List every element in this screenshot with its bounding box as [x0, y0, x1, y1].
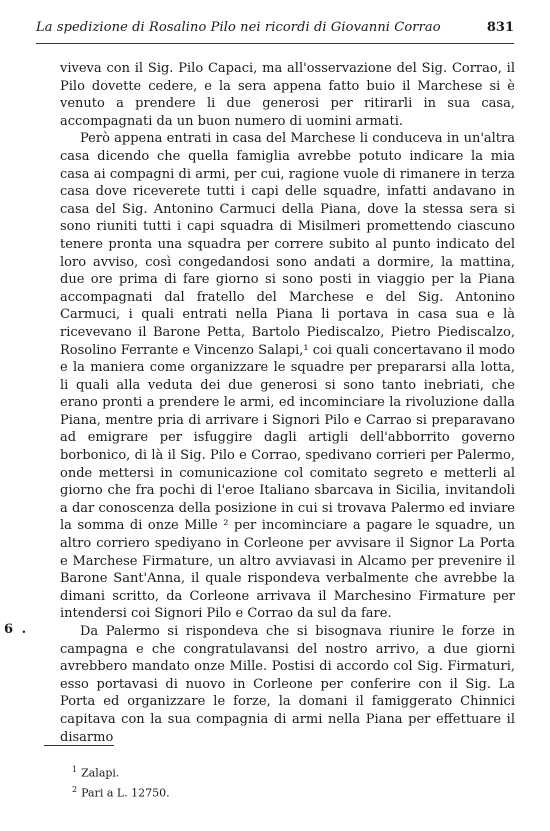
footnotes	[72, 762, 492, 801]
paragraph-3: Da Palermo si rispondeva che si bisognava riunire le forze in campagna e che congratulavansi del nostro arrivo, a due giorni avrebbero mandato onze Mille. Postisi di accordo col Sig. Firmaturi, esso portavasi di nuovo in Corleone per conferire con il Sig. La Porta ed organizzare le forze, la domani il famiggerato Chinnici capitava con la sua compagnia di armi nella Piana per effettuare il disarmo	[60, 624, 515, 745]
footnote-2	[72, 782, 492, 802]
footnote-1	[72, 762, 492, 782]
footnote-divider	[44, 745, 114, 746]
footnote-2-mark: 2	[72, 784, 78, 794]
footnote-2-text: Pari a L. 12750.	[81, 786, 170, 800]
paragraph-2: Però appena entrati in casa del Marchese li conduceva in un'altra casa dicendo che quella famiglia avrebbe potuto indicare la mia casa ai compagni di armi, per cui, ragione vuole di rimanere in terza casa dove riceverete tutti i capi delle squadre, infatti andavano in casa del Sig. Antonino Carmuci della Piana, dove la stessa sera si sono riuniti tutti i capi squadra di Misilmeri promettendo ciascuno tenere pronta una squadra per correre subito al punto indicato del loro avviso, così congedandosi sono andati a dormire, la mattina, due ore prima di fare giorno si sono posti in viaggio per la Piana accompagnati dal fratello del Marchese e del Sig. Antonino Carmuci, i quali entrati nella Piana li portava in casa sua e là ricevevano il Barone Petta, Bartolo Piediscalzo, Pietro Piediscalzo, Rosolino Ferrante e Vincenzo Salapi,¹ coi quali concertavano il modo e la maniera come organizzare le squadre per prepararsi alla lotta, li quali alla veduta dei due generosi si sono tanto inebriati, che erano pronti a prendere le armi, ed incominciare la rivoluzione dalla Piana, mentre pria di arrivare i Signori Pilo e Carrao si preparavano ad emigrare per isfuggire dagli artigli dell'abborrito governo borbonico, di là il Sig. Pilo e Corrao, spedivano corrieri per Palermo, onde mettersi in comunicazione col comitato segreto e metterli al giorno che fra pochi di l'eroe Italiano sbarcava in Sicilia, invitandoli a dar conoscenza della posizione in cui si trovava Palermo ed inviare la somma di onze Mille ² per incominciare a pagare le squadre, un altro corriero spediyano in Corleone per avvisare il Signor La Porta e Marchese Firmature, un altro avviavasi in Alcamo per prevenire il Barone Sant'Anna, il quale rispondeva verbalmente che avrebbe la dimani scritto, da Corleone arrivava il Marchesino Firmature per intendersi coi Signori Pilo e Corrao da sul da fare.	[60, 131, 515, 622]
page-number: 831	[486, 20, 514, 35]
footnote-1-mark: 1	[72, 765, 78, 774]
page-header	[36, 20, 514, 44]
margin-mark: 6 .	[4, 622, 29, 637]
running-title: La spedizione di Rosalino Pilo nei ricordi di Giovanni Corrao	[36, 20, 441, 35]
paragraph-1: viveva con il Sig. Pilo Capaci, ma all'osservazione del Sig. Corrao, il Pilo dovette cedere, e la sera appena fatto buio il Marchese si è venuto a prendere li due generosi per ritirarli in sua casa, accompagnati da un buon numero di uomini armati.	[60, 61, 515, 129]
body-text	[60, 60, 515, 746]
footnote-1-text: Zalapi.	[81, 766, 120, 780]
